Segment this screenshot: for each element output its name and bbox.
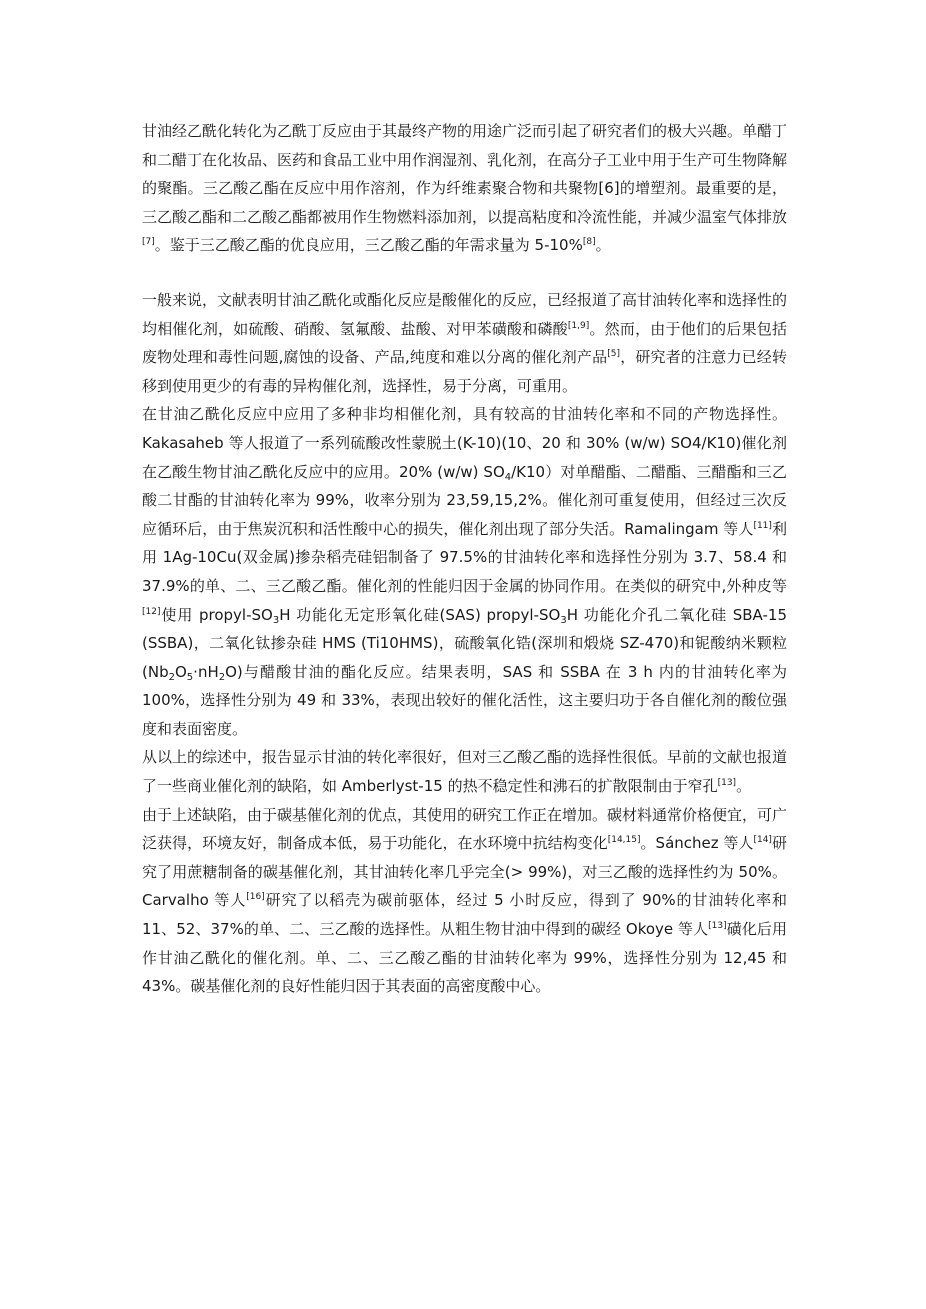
text-run: O)与醋酸甘油的酯化反应。结果表明，SAS 和 SSBA 在 3 h 内的甘油转化率为 100%，选择性分别为 49 和 33%，表现出较好的催化活性，这主要归功于各自催化剂的酸位强度和表面密度。 <box>142 662 787 738</box>
paragraph-acetylation-intro <box>142 117 787 260</box>
citation-ref: [13] <box>708 921 727 932</box>
paragraph-heterogeneous-catalysts <box>142 400 787 743</box>
citation-ref: [14] <box>753 835 772 846</box>
text-run: H 功能化无定形氧化硅(SAS) propyl-SO <box>279 605 561 624</box>
text-run: ，研究者的注意力已经转移到使用更少的有毒的异构催化剂，选择性，易于分离，可重用。 <box>142 348 787 395</box>
citation-ref: [8] <box>582 237 596 248</box>
text-run: 一般来说，文献表明甘油乙酰化或酯化反应是酸催化的反应，已经报道了高甘油转化率和选择性的均相催化剂，如硫酸、硝酸、氢氟酸、盐酸、对甲苯磺酸和磷酸 <box>142 290 788 338</box>
paragraph-carbon-catalysts <box>142 801 787 1001</box>
text-run: O <box>174 662 187 681</box>
text-run: 。鉴于三乙酸乙酯的优良应用，三乙酸乙酯的年需求量为 5-10% <box>154 236 583 255</box>
chemical-subscript: 5 <box>186 671 194 683</box>
chemical-subscript: 4 <box>504 471 512 483</box>
text-run: 使用 propyl-SO <box>160 605 273 624</box>
text-run: 从以上的综述中，报告显示甘油的转化率很好，但对三乙酸乙酯的选择性很低。早前的文献也报道了一些商业催化剂的缺陷，如 Amberlyst-15 的热不稳定性和沸石的扩散限制由于窄孔 <box>142 748 788 796</box>
citation-ref: [11] <box>753 520 772 531</box>
text-run: 甘油经乙酰化转化为乙酰丁反应由于其最终产物的用途广泛而引起了研究者们的极大兴趣。单醋丁和二醋丁在化妆品、医药和食品工业中用作润湿剂、乳化剂，在高分子工业中用于生产可生物降解的聚酯。三乙酸乙酯在反应中用作溶剂，作为纤维素聚合物和共聚物[6]的增塑剂。最重要的是，三乙酸乙酯和二乙酸乙酯都被用作生物燃料添加剂，以提高粘度和冷流性能，并减少温室气体排放 <box>142 122 788 226</box>
citation-ref: [14,15] <box>607 835 641 846</box>
document-body <box>142 117 787 1001</box>
citation-ref: [7] <box>142 237 155 248</box>
chemical-subscript: 2 <box>218 671 226 683</box>
text-run: 研究了用蔗糖制备的碳基催化剂，其甘油转化率几乎完全(> 99%)，对三乙酸的选择性约为 50%。Carvalho 等人 <box>142 834 787 910</box>
text-run: 。然而，由于他们的后果包括废物处理和毒性问题,腐蚀的设备、产品,纯度和难以分离的催化剂产品 <box>142 319 787 367</box>
citation-ref: [16] <box>246 892 265 903</box>
text-run: /K10）对单醋酯、二醋酯、三醋酯和三乙酸二甘酯的甘油转化率为 99%，收率分别为 23,59,15,2%。催化剂可重复使用，但经过三次反应循环后，由于焦炭沉积和活性酸中心的损失，催化剂出现了部分失活。Ramalingam 等人 <box>142 462 787 538</box>
paragraph-gap <box>142 260 787 286</box>
citation-ref: [1,9] <box>567 320 590 331</box>
text-run: 研究了以稻壳为碳前驱体，经过 5 小时反应，得到了 90%的甘油转化率和 11、52、37%的单、二、三乙酸的选择性。从粗生物甘油中得到的碳经 Okoye 等人 <box>142 891 787 939</box>
citation-ref: [12] <box>142 606 161 617</box>
chemical-subscript: 3 <box>560 614 567 626</box>
text-run: 。Sánchez 等人 <box>640 834 754 853</box>
text-run: 由于上述缺陷，由于碳基催化剂的优点，其使用的研究工作正在增加。碳材料通常价格便宜，可广泛获得，环境友好，制备成本低，易于功能化，在水环境中抗结构变化 <box>142 805 788 853</box>
paragraph-homogeneous-catalysts <box>142 286 787 400</box>
citation-ref: [13] <box>717 778 737 789</box>
text-run: ·nH <box>193 662 219 681</box>
text-run: 磺化后用作甘油乙酰化的催化剂。单、二、三乙酸乙酯的甘油转化率为 99%，选择性分别为 12,45 和 43%。碳基催化剂的良好性能归因于其表面的高密度酸中心。 <box>142 920 787 996</box>
text-run: H 功能化介孔二氧化硅 SBA-15 (SSBA)，二氧化钛掺杂硅 HMS (Ti10HMS)，硫酸氧化锆(深圳和煅烧 SZ-470)和铌酸纳米颗粒(Nb <box>142 605 787 681</box>
text-run: 在甘油乙酰化反应中应用了多种非均相催化剂，具有较高的甘油转化率和不同的产物选择性。Kakasaheb 等人报道了一系列硫酸改性蒙脱土(K-10)(10、20 和 30% (w/w) SO4/K10)催化剂在乙酸生物甘油乙酰化反应中的应用。20% (w/w) SO <box>142 405 787 481</box>
paragraph-summary-limitations <box>142 743 787 800</box>
text-run: 利用 1Ag-10Cu(双金属)掺杂稻壳硅铝制备了 97.5%的甘油转化率和选择性分别为 3.7、58.4 和 37.9%的单、二、三乙酸乙酯。催化剂的性能归因于金属的协同作用。在类似的研究中,外种皮等 <box>142 519 787 595</box>
text-run: 。 <box>736 777 752 796</box>
text-run: 。 <box>595 236 611 255</box>
chemical-subscript: 2 <box>168 671 175 683</box>
chemical-subscript: 3 <box>272 614 280 626</box>
citation-ref: [5] <box>607 349 621 360</box>
